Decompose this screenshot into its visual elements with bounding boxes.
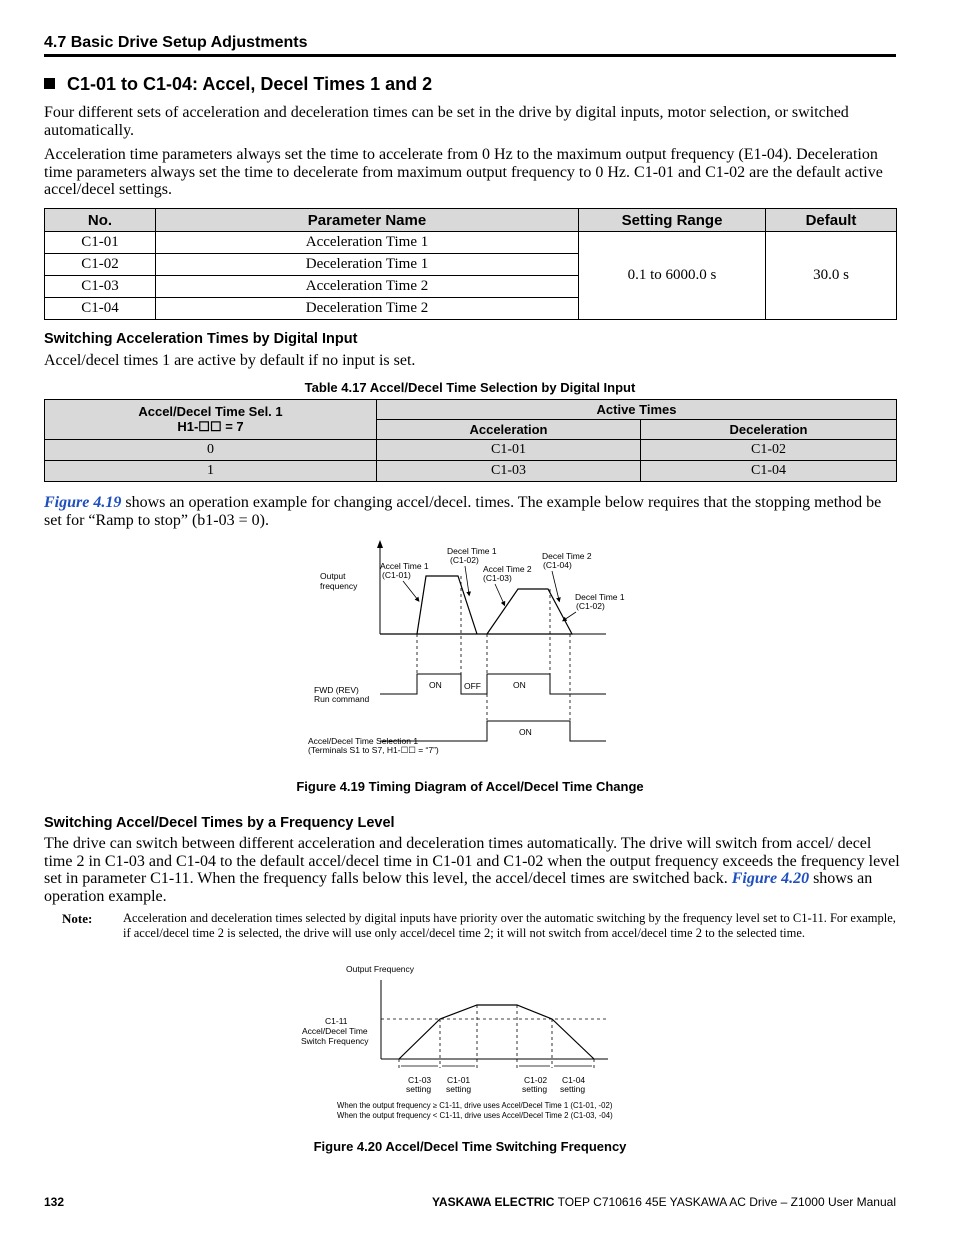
param-no: C1-03 (45, 276, 156, 298)
frequency-level-text: The drive can switch between different acceleration and deceleration times automatically. The drive will switch from accel/ decel time 2 in C1-03 and C1-04 to the default accel/decel time in C1-01 and C1-02 when the output frequency exceeds the frequency level set in parameter C1-11. When the frequency falls below this level, the accel/decel times are switched back. (44, 835, 900, 887)
decel-time-1-label: Decel Time 1 (447, 546, 497, 556)
run-on-2: ON (513, 680, 526, 690)
accel-value: C1-03 (377, 461, 641, 482)
c104-setting: setting (560, 1084, 586, 1094)
sel-value: 1 (45, 461, 377, 482)
figure-420-diagram (295, 960, 655, 1122)
fwd-rev-label: FWD (REV) (314, 685, 359, 695)
selection-on: ON (519, 727, 532, 737)
intro-paragraph-1: Four different sets of acceleration and deceleration times can be set in the drive by digital inputs, motor selection, or switched automatically. (44, 104, 849, 139)
figure-420-caption: Figure 4.20 Accel/Decel Time Switching Frequency (313, 1139, 627, 1154)
figure-419-link[interactable]: Figure 4.19 (44, 494, 122, 511)
accel-value: C1-01 (377, 440, 641, 461)
run-command-signal (380, 674, 606, 694)
col-header-range: Setting Range (579, 209, 766, 232)
decel-time-2-label: Decel Time 2 (542, 551, 592, 561)
decel-time-1b-label: Decel Time 1 (575, 592, 625, 602)
decel-time-2-param: (C1-04) (543, 560, 572, 570)
c101-label: C1-01 (447, 1075, 471, 1085)
note-label: Note: (62, 911, 93, 926)
figure-419-text: shows an operation example for changing accel/decel. times. The example below requires that the stopping method be set for “Ramp to stop” (b1-03 = 0). (44, 494, 882, 529)
parameter-table (44, 208, 897, 320)
figure-420-link[interactable]: Figure 4.20 (731, 870, 810, 887)
c104-label: C1-04 (562, 1075, 586, 1085)
figure-420-ref-tail: shows an operation example. (44, 870, 873, 905)
param-no: C1-04 (45, 298, 156, 320)
c102-label: C1-02 (524, 1075, 548, 1085)
figure-419-paragraph (44, 494, 900, 529)
table-row (45, 461, 897, 482)
sel-header (45, 400, 377, 440)
accel-time-1-param: (C1-01) (382, 570, 411, 580)
col-header-name: Parameter Name (156, 209, 579, 232)
setting-range: 0.1 to 6000.0 s (579, 232, 766, 320)
arrow-up-icon (377, 540, 383, 548)
c111-desc-1: Accel/Decel Time (302, 1026, 368, 1036)
table-417-caption: Table 4.17 Accel/Decel Time Selection by Digital Input (304, 380, 636, 395)
decel-value: C1-02 (641, 440, 897, 461)
output-frequency-label-1: Output (320, 571, 346, 581)
acceleration-header: Acceleration (377, 420, 641, 440)
footer-doc (432, 1195, 896, 1209)
digital-input-text: Accel/decel times 1 are active by default if no input is set. (44, 352, 416, 369)
param-name: Acceleration Time 1 (156, 232, 579, 254)
c103-setting: setting (406, 1084, 432, 1094)
decel-time-1-param: (C1-02) (450, 555, 479, 565)
run-command-label: Run command (314, 694, 370, 704)
sel-value: 0 (45, 440, 377, 461)
frequency-level-paragraph (44, 835, 900, 905)
sel-header-line2: H1-☐☐ = 7 (177, 419, 244, 434)
section-heading (44, 74, 432, 95)
figure-419-caption: Figure 4.19 Timing Diagram of Accel/Decel Time Change (296, 779, 644, 794)
frequency-profile (380, 576, 572, 634)
rule-line-1: When the output frequency ≥ C1-11, drive uses Accel/Decel Time 1 (C1-01, -02) (337, 1101, 613, 1110)
active-times-header: Active Times (377, 400, 897, 420)
header-rule (44, 54, 896, 57)
intro-paragraph-2: Acceleration time parameters always set the time to accelerate from 0 Hz to the maximum output frequency (E1-04). Deceleration time parameters always set the time to decelerate from maximum output frequency to 0 Hz. C1-01 and C1-02 are the default active accel/decel settings. (44, 146, 883, 198)
c101-setting: setting (446, 1084, 472, 1094)
rule-line-2: When the output frequency < C1-11, drive uses Accel/Decel Time 2 (C1-03, -04) (337, 1111, 613, 1120)
output-frequency-label-2: frequency (320, 581, 358, 591)
section-header: 4.7 Basic Drive Setup Adjustments (44, 34, 308, 51)
c103-label: C1-03 (408, 1075, 432, 1085)
note-text: Acceleration and deceleration times selected by digital inputs have priority over the automatic switching by the frequency level set to C1-11. For example, if accel/decel time 2 is selected, the drive will use only accel/decel time 2; it will not switch from accel/decel time 2 to the selected time. (123, 911, 896, 940)
accel-time-1-label: Accel Time 1 (380, 561, 429, 571)
table-417 (44, 399, 897, 482)
table-row (45, 440, 897, 461)
footer-title: TOEP C710616 45E YASKAWA AC Drive – Z1000 User Manual (554, 1195, 896, 1209)
subheading-digital-input: Switching Acceleration Times by Digital Input (44, 331, 358, 347)
output-frequency-label: Output Frequency (346, 964, 415, 974)
decel-value: C1-04 (641, 461, 897, 482)
bullet-square-icon (44, 78, 55, 89)
deceleration-header: Deceleration (641, 420, 897, 440)
c102-setting: setting (522, 1084, 548, 1094)
figure-419-diagram (300, 538, 630, 760)
decel-time-1b-param: (C1-02) (576, 601, 605, 611)
param-name: Deceleration Time 2 (156, 298, 579, 320)
c111-desc-2: Switch Frequency (301, 1036, 369, 1046)
col-header-no: No. (45, 209, 156, 232)
col-header-default: Default (766, 209, 897, 232)
footer-brand: YASKAWA ELECTRIC (432, 1195, 555, 1209)
run-off: OFF (464, 681, 481, 691)
sel-header-line1: Accel/Decel Time Sel. 1 (138, 404, 283, 419)
subheading-frequency-level: Switching Accel/Decel Times by a Frequency Level (44, 815, 395, 831)
param-name: Acceleration Time 2 (156, 276, 579, 298)
param-no: C1-01 (45, 232, 156, 254)
frequency-profile (399, 1005, 594, 1059)
param-name: Deceleration Time 1 (156, 254, 579, 276)
default-value: 30.0 s (766, 232, 897, 320)
heading-text: C1-01 to C1-04: Accel, Decel Times 1 and 2 (67, 74, 433, 94)
selection-label-1: Accel/Decel Time Selection 1 (308, 736, 419, 746)
accel-time-2-param: (C1-03) (483, 573, 512, 583)
selection-label-2: (Terminals S1 to S7, H1-☐☐ = “7”) (308, 745, 439, 755)
accel-time-2-label: Accel Time 2 (483, 564, 532, 574)
page-number: 132 (44, 1195, 65, 1209)
c111-label: C1-11 (325, 1016, 348, 1026)
table-row (45, 232, 897, 254)
run-on-1: ON (429, 680, 442, 690)
param-no: C1-02 (45, 254, 156, 276)
